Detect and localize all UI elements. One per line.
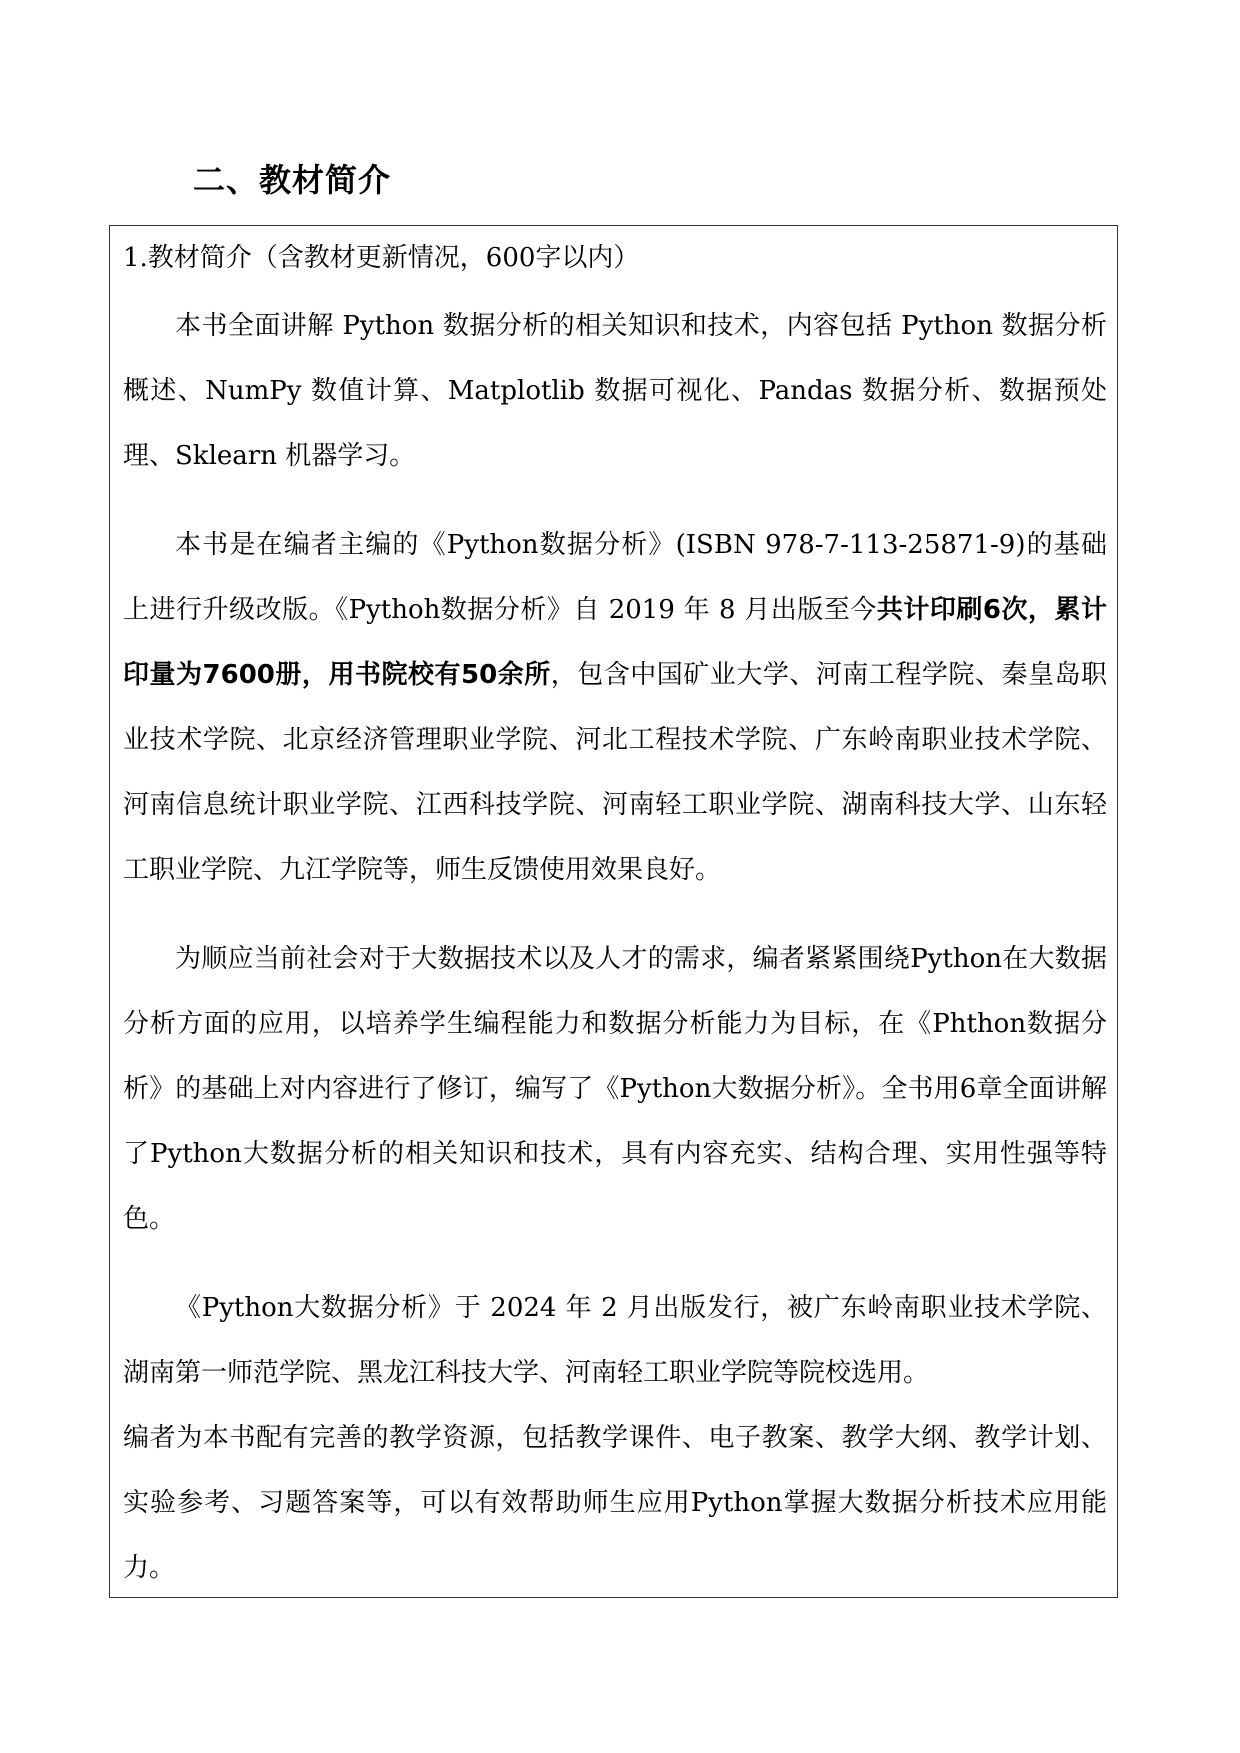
section-title: 二、教材简介 — [193, 161, 392, 199]
intro-heading: 1.教材简介（含教材更新情况，600字以内） — [123, 243, 640, 273]
intro-paragraph-overview — [123, 294, 1107, 489]
paragraph-text: 本书是在编者主编的《Python数据分析》(ISBN 978-7-113-25871-9)的基础上进行升级改版。《Pythoh数据分析》自 2019 年 8 月出版至今 — [123, 530, 1107, 625]
textbook-intro-box — [109, 225, 1118, 1598]
paragraph-text: ，包含中国矿业大学、河南工程学院、秦皇岛职业技术学院、北京经济管理职业学院、河北工程技术学院、广东岭南职业技术学院、河南信息统计职业学院、江西科技学院、河南轻工职业学院、湖南科技大学、山东轻工职业学院、九江学院等，师生反馈使用效果良好。 — [123, 660, 1107, 885]
paragraph-text: 编者为本书配有完善的教学资源，包括教学课件、电子教案、教学大纲、教学计划、实验参考、习题答案等，可以有效帮助师生应用Python掌握大数据分析技术应用能力。 — [123, 1423, 1107, 1583]
paragraph-text: 本书全面讲解 Python 数据分析的相关知识和技术，内容包括 Python 数据分析概述、NumPy 数值计算、Matplotlib 数据可视化、Pandas 数据分析、数据预处理、Sklearn 机器学习。 — [123, 311, 1107, 471]
intro-paragraph-resources — [123, 1406, 1107, 1601]
intro-paragraph-revision — [123, 927, 1107, 1252]
paragraph-text: 为顺应当前社会对于大数据技术以及人才的需求，编者紧紧围绕Python在大数据分析方面的应用，以培养学生编程能力和数据分析能力为目标，在《Phthon数据分析》的基础上对内容进行了修订，编写了《Python大数据分析》。全书用6章全面讲解了Python大数据分析的相关知识和技术，具有内容充实、结构合理、实用性强等特色。 — [123, 944, 1107, 1234]
print-stats-highlight: 共计印刷6次，累计印量为7600册，用书院校有50余所 — [123, 595, 1108, 690]
paragraph-text: 《Python大数据分析》于 2024 年 2 月出版发行，被广东岭南职业技术学院、湖南第一师范学院、黑龙江科技大学、河南轻工职业学院等院校选用。 — [123, 1293, 1107, 1388]
intro-paragraph-publication — [123, 1276, 1107, 1406]
intro-paragraph-history — [123, 513, 1107, 903]
